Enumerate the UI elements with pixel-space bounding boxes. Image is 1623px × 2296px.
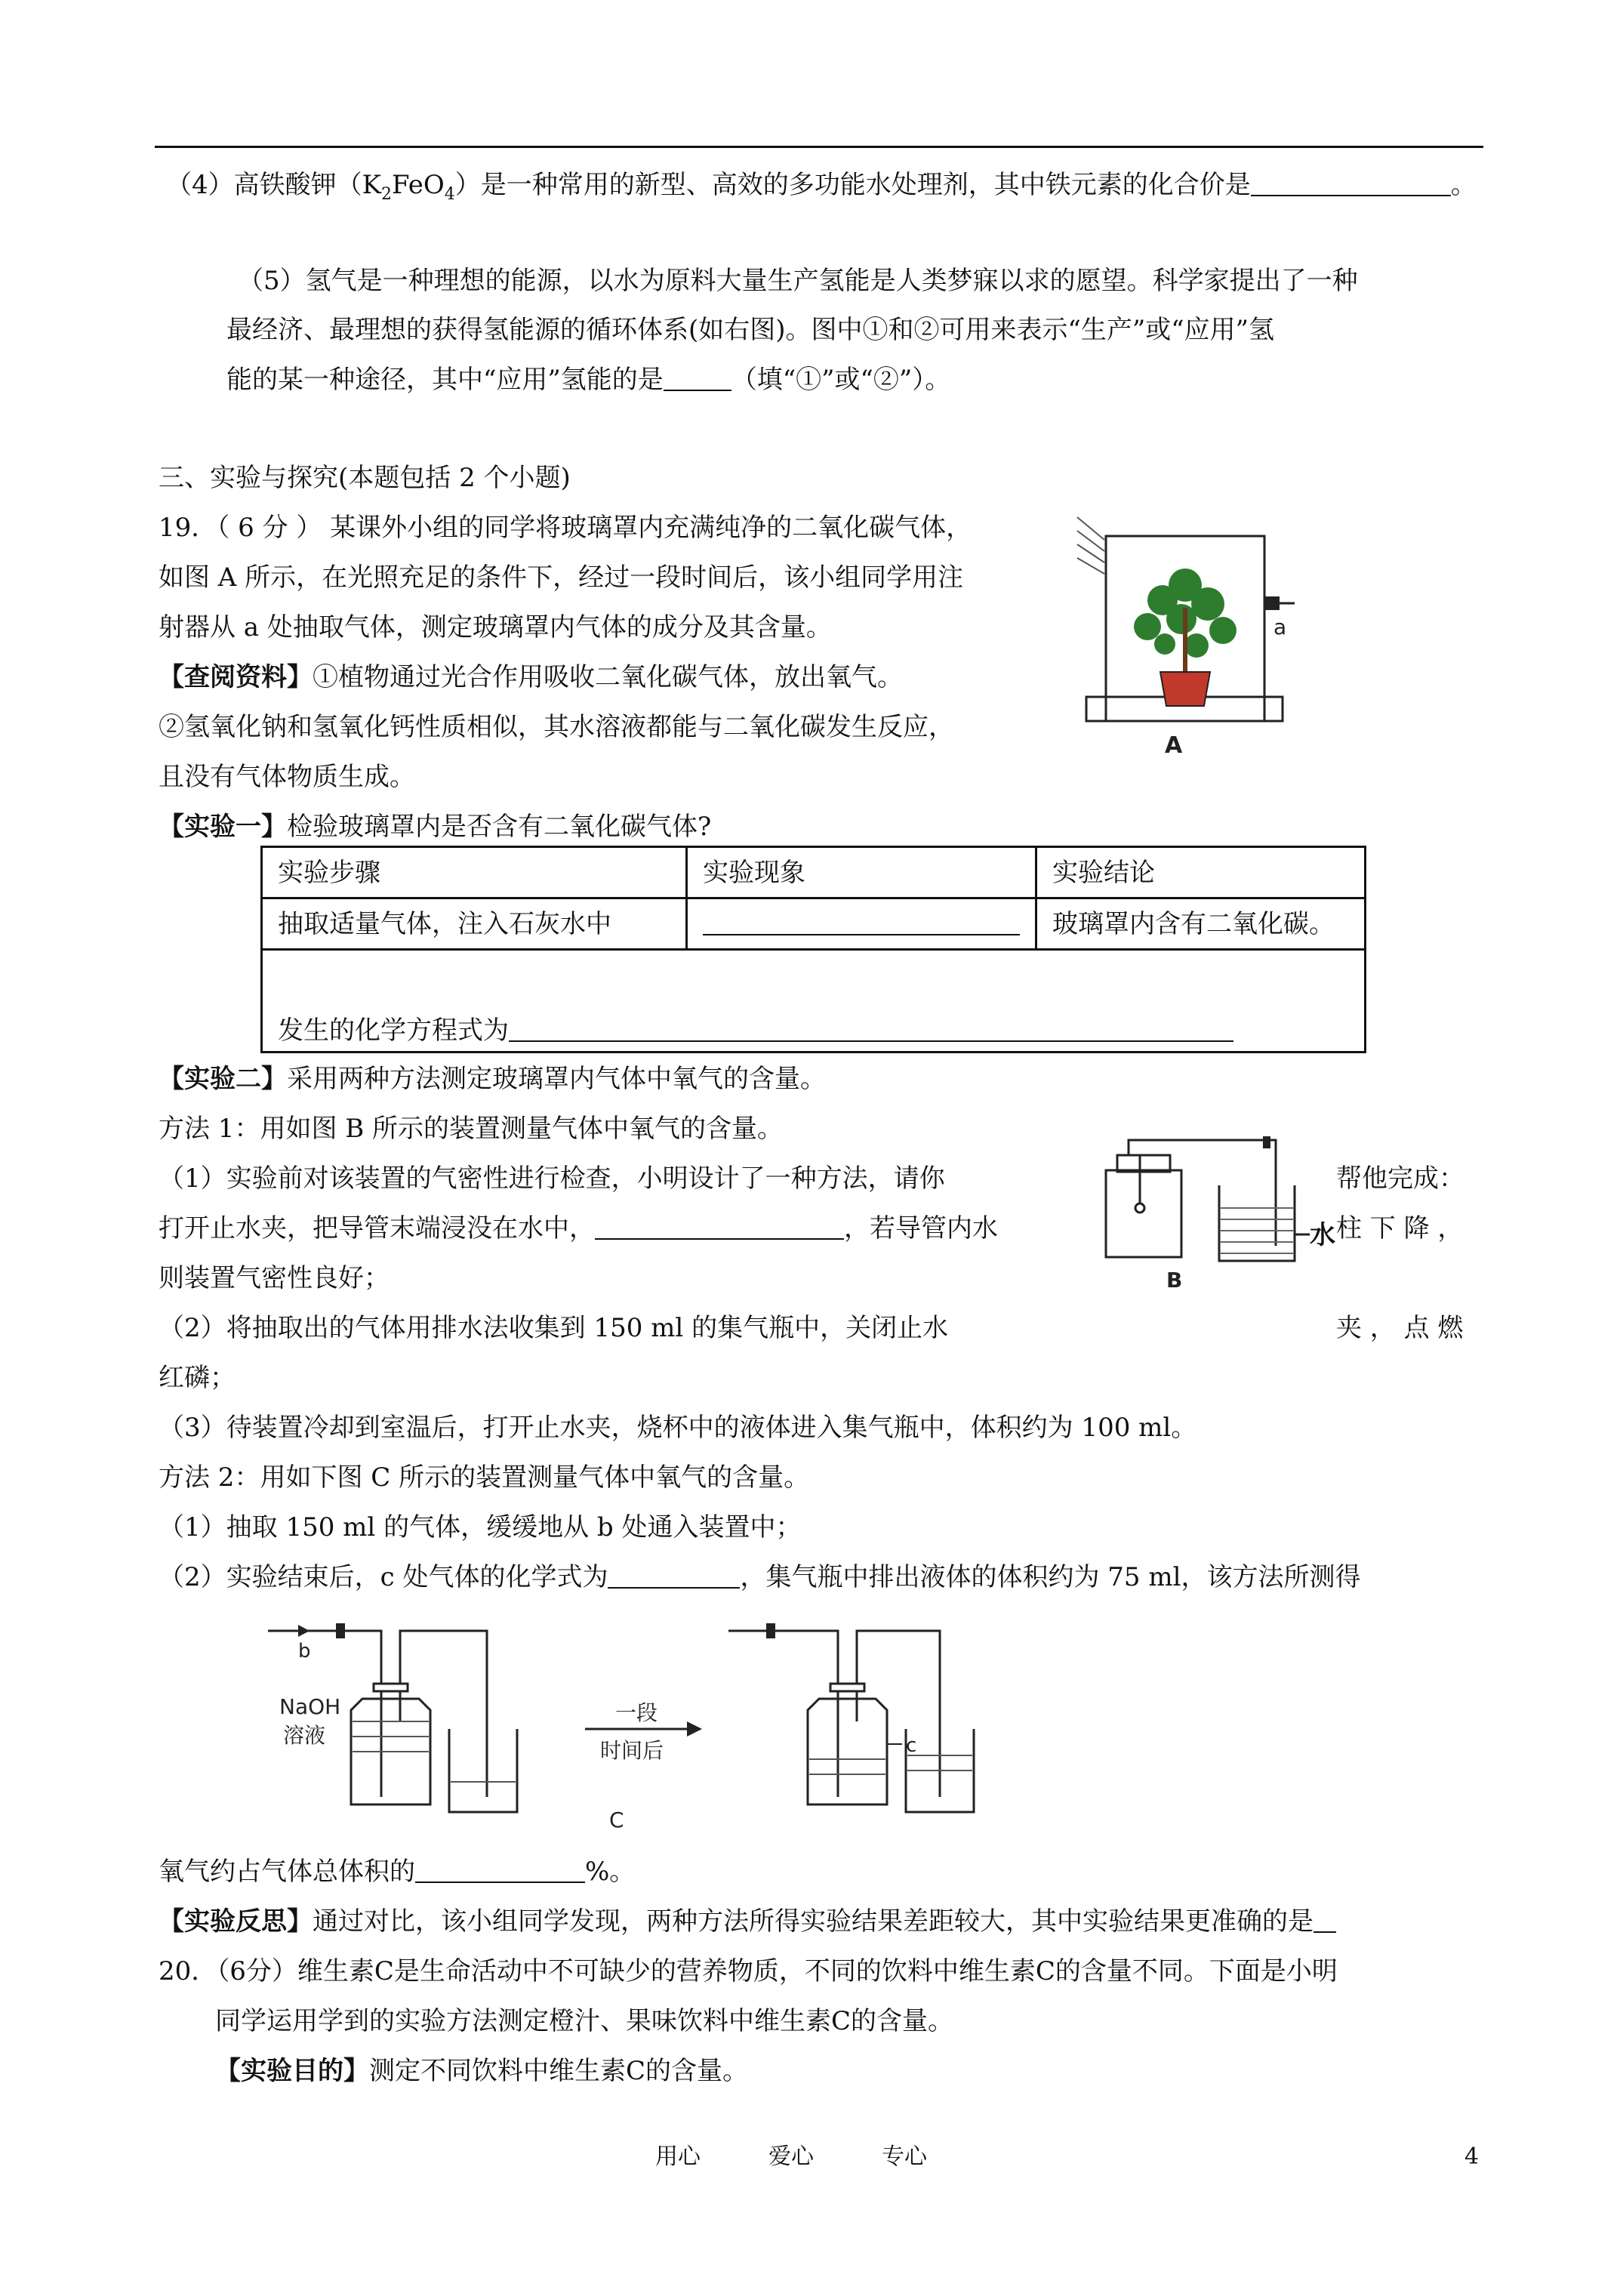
table-cell-phenomena [687,898,1036,950]
answer-blank-q4[interactable] [1251,172,1451,196]
section-3-title: 三、实验与探究(本题包括 2 个小题) [159,463,571,493]
method-1-step1-right: 帮他完成： [1336,1163,1464,1194]
question-19-line1: 19．（ 6 分 ） 某课外小组的同学将玻璃罩内充满纯净的二氧化碳气体， [159,513,972,543]
figure-c-arrow-label2: 时间后 [600,1738,664,1763]
question-19-line2: 如图 A 所示，在光照充足的条件下，经过一段时间后，该小组同学用注 [159,562,964,593]
method-2-step1: （1）抽取 150 ml 的气体，缓缓地从 b 处通入装置中； [159,1512,802,1542]
figure-a-bell-jar-plant [1076,510,1302,759]
method-1-title: 方法 1：用如图 B 所示的装置测量气体中氧气的含量。 [159,1114,784,1144]
method-2-step2: （2）实验结束后，c 处气体的化学式为 ，集气瓶中排出液体的体积约为 75 ml，该方法所测得 [159,1562,1361,1592]
answer-blank-airtight[interactable] [595,1216,844,1240]
method-1-step2: （2）将抽取出的气体用排水法收集到 150 ml 的集气瓶中，关闭止水 [159,1313,949,1343]
figure-c-arrow-label1: 一段 [615,1700,658,1725]
figure-a-label: A [1165,732,1183,759]
reflection: 【实验反思】通过对比，该小组同学发现，两种方法所得实验结果差距较大，其中实验结果更准确的是 [159,1909,1336,1934]
method-1-step1-line2-right: 柱 下 降 ， [1336,1213,1464,1244]
figure-c-point-b: b [298,1640,311,1663]
question-5-line3: 能的某一种途径，其中“应用”氢能的是 （填“①”或“②”）。 [226,365,951,395]
answer-blank-phenomena[interactable] [703,911,1020,935]
header-rule [155,146,1483,148]
figure-c-point-c: c [906,1734,917,1757]
table-header-phenomena: 实验现象 [687,847,1036,898]
method-1-step1-line2: 打开止水夹，把导管末端浸没在水中， ，若导管内水 [159,1213,998,1244]
method-1-step3: （3）待装置冷却到室温后，打开止水夹，烧杯中的液体进入集气瓶中，体积约为 100 ml。 [159,1413,1197,1443]
method-1-step2-right: 夹 ， 点 燃 [1336,1313,1464,1343]
footer-text-2: 爱心 [768,2143,814,2170]
reference-line3: 且没有气体物质生成。 [159,762,415,792]
table-row-equation: 发生的化学方程式为 [262,950,1366,1052]
method-1-step1: （1）实验前对该装置的气密性进行检查，小明设计了一种方法，请你 [159,1163,945,1194]
method-2-title: 方法 2：用如下图 C 所示的装置测量气体中氧气的含量。 [159,1462,810,1493]
answer-blank-formula[interactable] [608,1564,740,1589]
figure-c-apparatus [268,1608,1196,1835]
figure-c-solution-label: 溶液 [283,1723,326,1748]
reference-line2: ②氢氧化钠和氢氧化钙性质相似，其水溶液都能与二氧化碳发生反应， [159,712,954,742]
experiment-2-title: 【实验二】采用两种方法测定玻璃罩内气体中氧气的含量。 [159,1064,826,1094]
answer-blank-equation[interactable] [509,1018,1233,1042]
table-header-steps: 实验步骤 [262,847,687,898]
footer-text-1: 用心 [655,2143,701,2170]
page-number: 4 [1464,2143,1480,2170]
figure-c-label: C [609,1808,624,1832]
method-2-step2-line2: 氧气约占气体总体积的 %。 [159,1857,636,1887]
question-5-line1: （5）氢气是一种理想的能源，以水为原料大量生产氢能是人类梦寐以求的愿望。科学家提出了一种 [238,266,1358,296]
experiment-1-title: 【实验一】检验玻璃罩内是否含有二氧化碳气体? [159,812,712,842]
experiment-aim: 【实验目的】测定不同饮料中维生素C的含量。 [215,2056,749,2086]
answer-blank-percentage[interactable] [415,1859,585,1883]
table-cell-conclusion: 玻璃罩内含有二氧化碳。 [1036,898,1366,950]
footer-text-3: 专心 [882,2143,927,2170]
figure-a-point-a: a [1273,615,1287,639]
figure-b-apparatus [1076,1136,1335,1293]
question-4: （4）高铁酸钾$(K_2FeO_4)$是一种常用的新型、高效的多功能水处理剂，其中铁元素的化合价是 。 [166,170,1477,204]
table-header-conclusion: 实验结论 [1036,847,1366,898]
question-5-line2: 最经济、最理想的获得氢能源的循环体系(如右图)。图中①和②可用来表示“生产”或“应用”氢 [226,315,1275,345]
figure-b-water-label: 水 [1310,1220,1335,1250]
reference-line1: 【查阅资料】①植物通过光合作用吸收二氧化碳气体，放出氧气。 [159,662,903,692]
method-1-step1-line3: 则装置气密性良好； [159,1263,390,1293]
figure-c-naoh-label: NaOH [279,1694,341,1719]
figure-b-label: B [1166,1268,1183,1293]
question-20-line1: 20．（6分）维生素C是生命活动中不可缺少的营养物质，不同的饮料中维生素C的含量不同。下面是小明 [159,1956,1338,1986]
method-1-step2-line2: 红磷； [159,1363,236,1393]
table-cell-step: 抽取适量气体，注入石灰水中 [262,898,687,950]
question-19-line3: 射器从 a 处抽取气体，测定玻璃罩内气体的成分及其含量。 [159,612,832,643]
question-20-line2: 同学运用学到的实验方法测定橙汁、果味饮料中维生素C的含量。 [215,2006,954,2036]
experiment-1-table [260,846,1366,1053]
answer-blank-q5[interactable] [664,367,731,391]
answer-blank-reflection[interactable] [1313,1909,1336,1933]
